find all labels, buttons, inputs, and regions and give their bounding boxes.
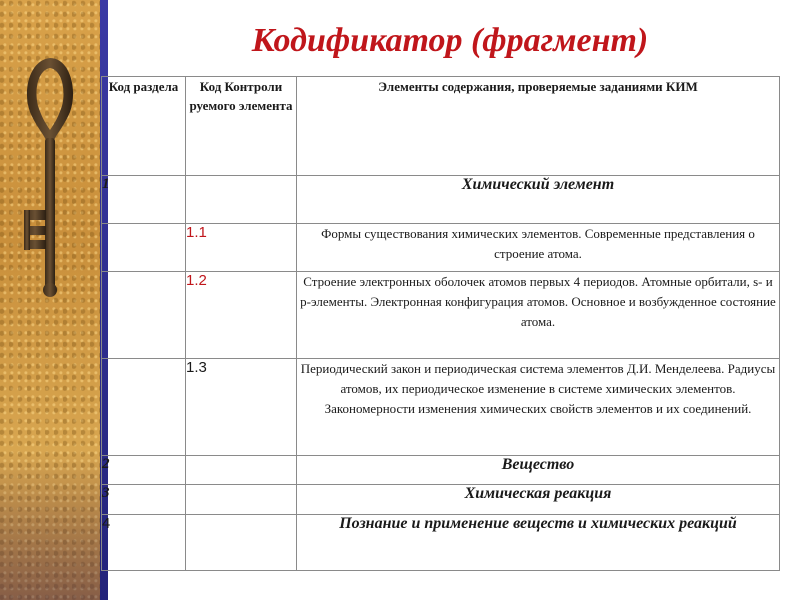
element-code: 1.1 [186, 224, 297, 272]
header-section-code: Код раздела [102, 77, 186, 176]
element-description: Строение электронных оболочек атомов первых 4 периодов. Атомные орбитали, s- и p-элементы. Электронная конфигурация атомов. Основное и возбужденное состояние атома. [297, 272, 780, 359]
header-element-code: Код Контроли руемого элемента [186, 77, 297, 176]
key-icon [10, 50, 90, 300]
empty-cell [102, 359, 186, 456]
section-code: 3 [102, 485, 186, 515]
header-row [102, 77, 780, 176]
section-title: Познание и применение веществ и химических реакций [297, 515, 780, 571]
codifier-table [101, 76, 780, 571]
empty-cell [186, 515, 297, 571]
table-row [102, 272, 780, 359]
table-row [102, 485, 780, 515]
element-description: Формы существования химических элементов. Современные представления о строение атома. [297, 224, 780, 272]
header-content: Элементы содержания, проверяемые заданиями КИМ [297, 77, 780, 176]
empty-cell [186, 485, 297, 515]
empty-cell [186, 456, 297, 485]
empty-cell [102, 272, 186, 359]
table-row [102, 224, 780, 272]
sand-shade [0, 450, 100, 600]
table-row [102, 176, 780, 224]
table-row [102, 359, 780, 456]
section-code: 4 [102, 515, 186, 571]
table-row [102, 515, 780, 571]
element-code: 1.2 [186, 272, 297, 359]
element-description: Периодический закон и периодическая система элементов Д.И. Менделеева. Радиусы атомов, их периодическое изменение в системе химических элементов. Закономерности изменения химических свойств элементов и их соединений. [297, 359, 780, 456]
section-code: 1 [102, 176, 186, 224]
empty-cell [102, 224, 186, 272]
section-title: Вещество [297, 456, 780, 485]
page-title: Кодификатор (фрагмент) [251, 22, 649, 59]
section-title: Химическая реакция [297, 485, 780, 515]
section-title: Химический элемент [297, 176, 780, 224]
table-row [102, 456, 780, 485]
section-code: 2 [102, 456, 186, 485]
empty-cell [186, 176, 297, 224]
element-code: 1.3 [186, 359, 297, 456]
